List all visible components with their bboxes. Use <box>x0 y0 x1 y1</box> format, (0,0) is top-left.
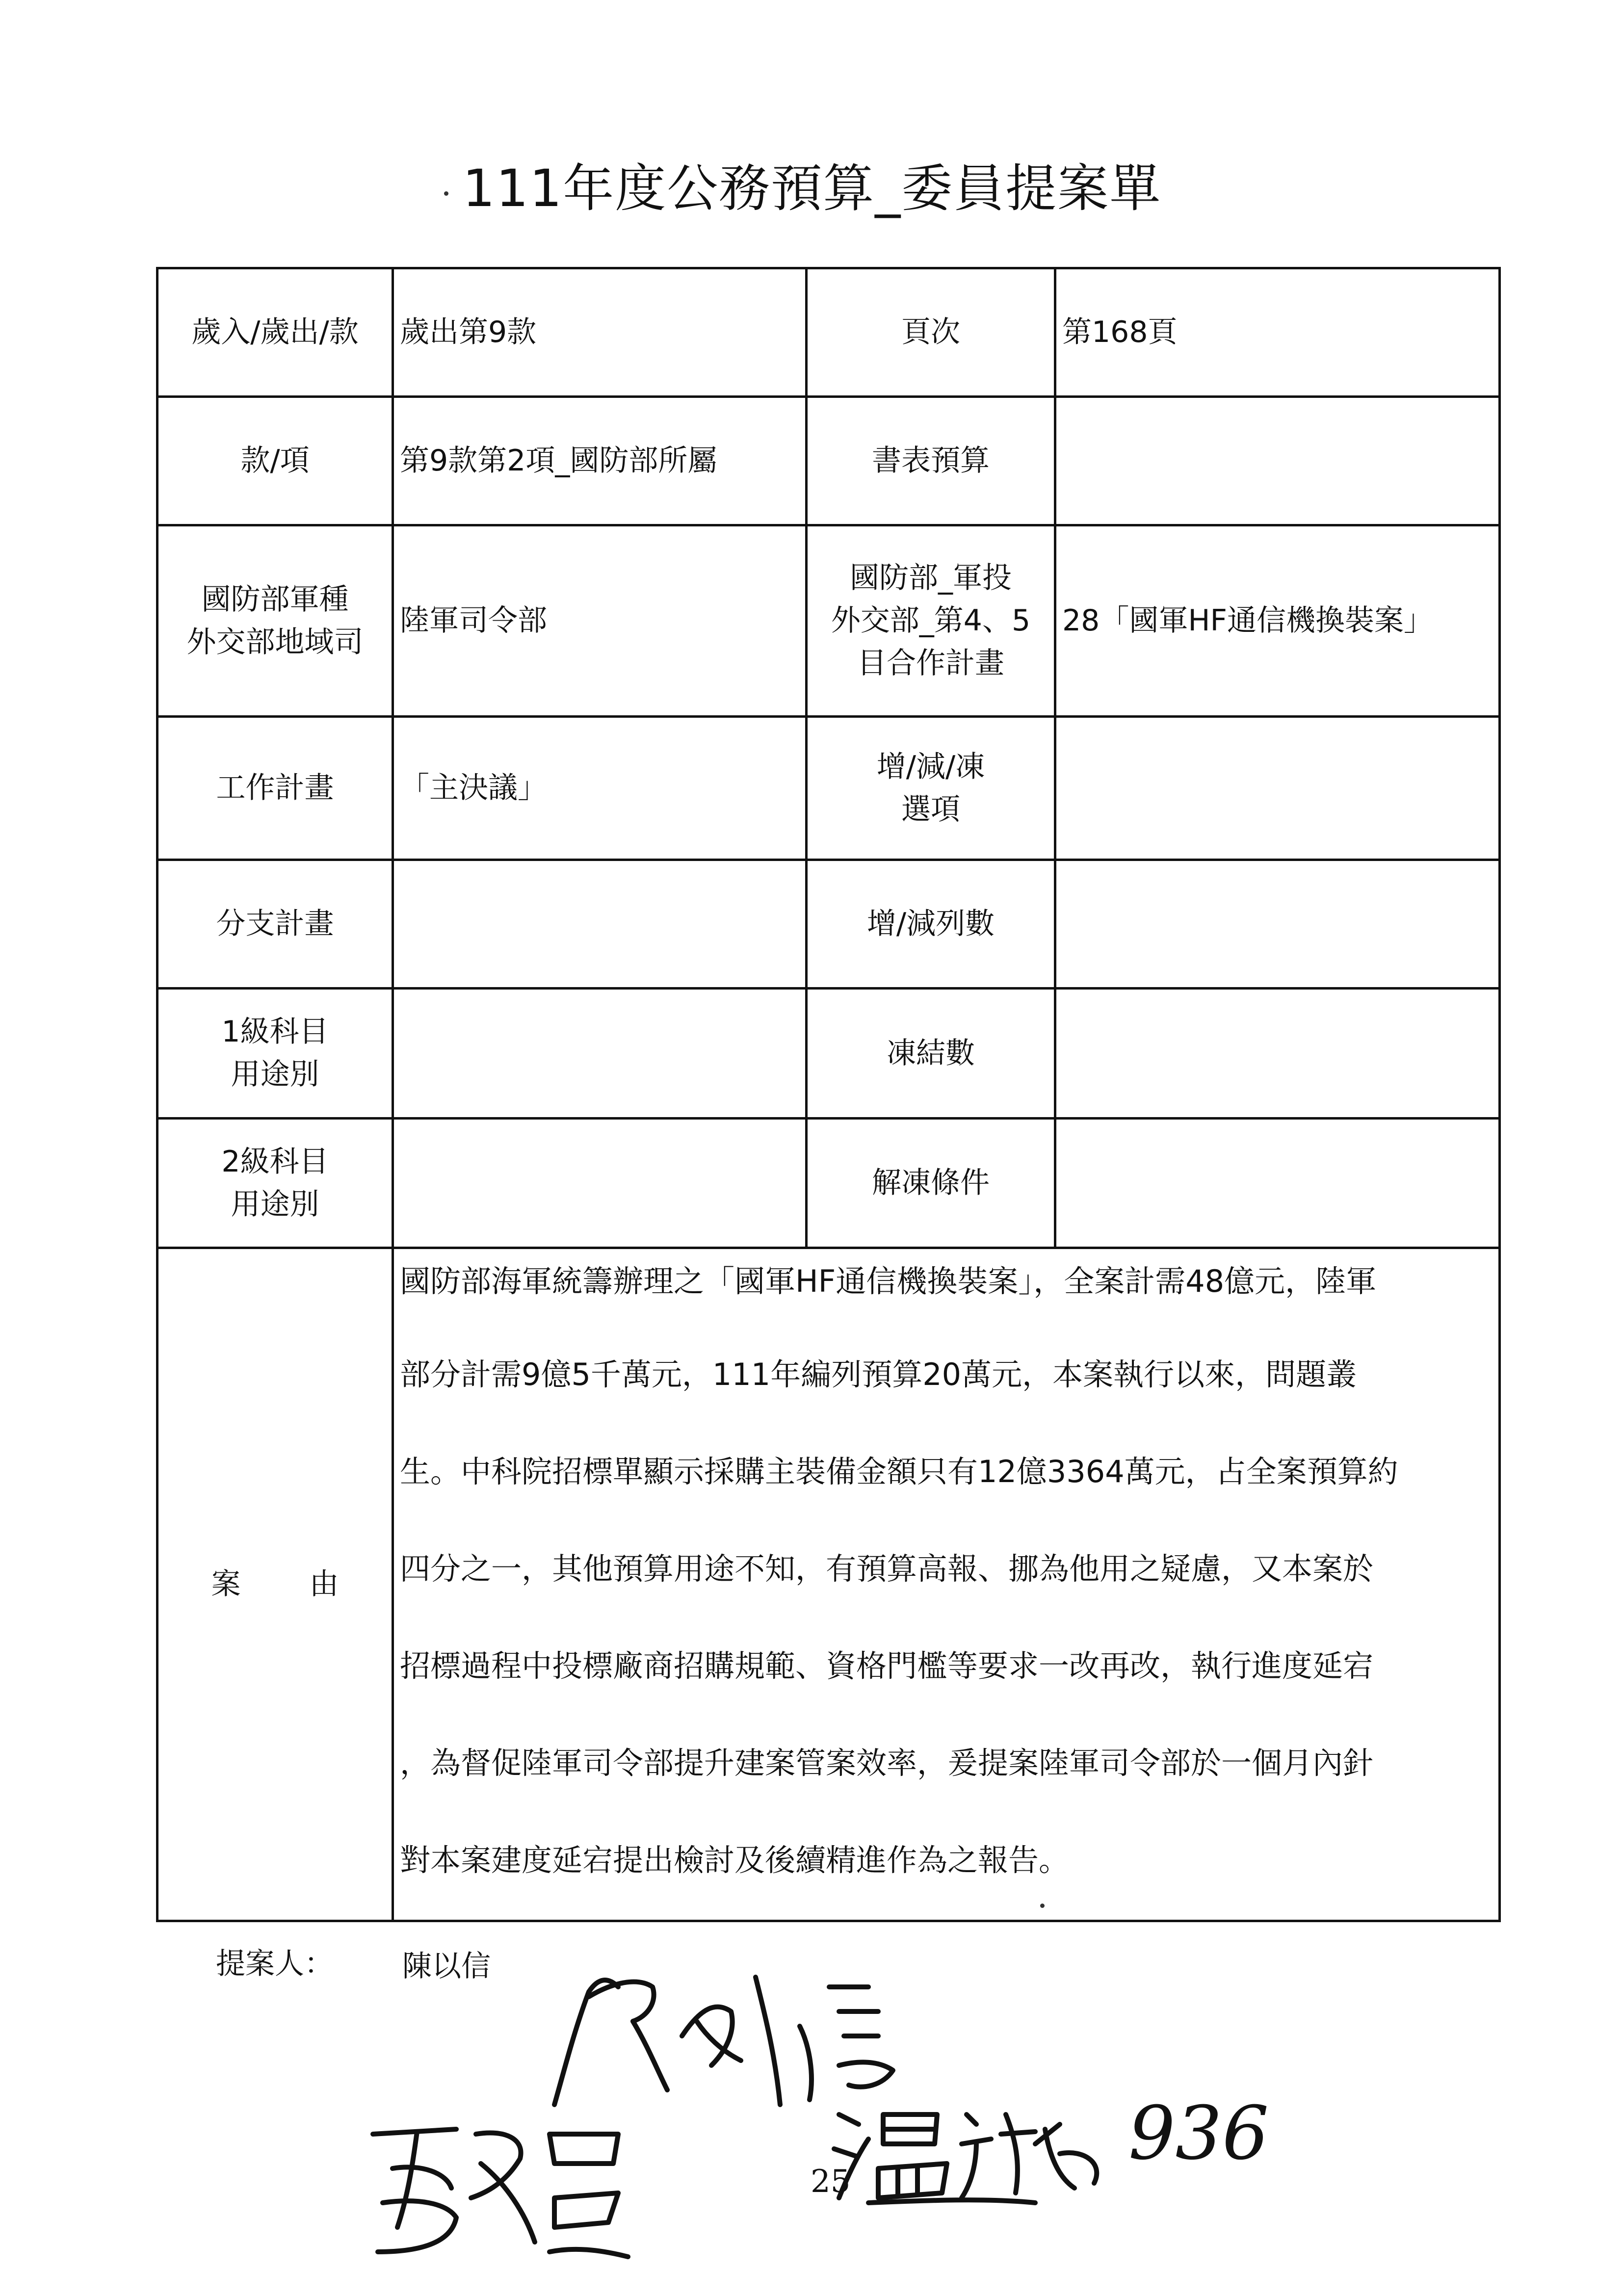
form-row <box>157 1119 1500 1248</box>
reason-line: 招標過程中投標廠商招購規範、資格門檻等要求一改再改，執行進度延宕 <box>400 1648 1374 1684</box>
field-label: 凍結數 <box>807 989 1055 1119</box>
handwritten-number-text: 936 <box>1128 2091 1269 2176</box>
reason-label-char: 案 <box>211 1567 241 1601</box>
field-label <box>157 1119 393 1248</box>
field-label-line: 用途別 <box>231 1057 319 1092</box>
field-label-line: 1級科目 <box>221 1015 329 1049</box>
field-label-line: 外交部_第4、5 <box>831 603 1031 638</box>
page-title: 111年度公務預算_委員提案單 <box>462 158 1162 218</box>
field-value <box>1055 397 1500 525</box>
field-label-line: 選項 <box>901 792 960 827</box>
page-number: 25 <box>811 2164 851 2200</box>
reason-text <box>393 1248 1500 1921</box>
reason-line: 部分計需9億5千萬元，111年編列預算20萬元，本案執行以來，問題叢 <box>400 1357 1357 1392</box>
field-label <box>157 525 393 717</box>
field-label: 分支計畫 <box>157 860 393 989</box>
field-value: 「主決議」 <box>393 717 807 860</box>
field-value: 第168頁 <box>1055 268 1500 397</box>
form-row <box>157 717 1500 860</box>
field-label-line: 目合作計畫 <box>857 646 1004 680</box>
field-value <box>1055 1119 1500 1248</box>
field-value: 歲出第9款 <box>393 268 807 397</box>
reason-label-char: 由 <box>309 1567 339 1601</box>
field-value <box>393 1119 807 1248</box>
field-value: 陸軍司令部 <box>393 525 807 717</box>
field-label-line: 增/減/凍 <box>876 749 985 784</box>
field-label-line: 用途別 <box>231 1187 319 1222</box>
reason-label <box>157 1248 393 1921</box>
form-row <box>157 268 1500 397</box>
stray-mark <box>444 191 448 196</box>
field-value: 第9款第2項_國防部所屬 <box>393 397 807 525</box>
field-label: 解凍條件 <box>807 1119 1055 1248</box>
proposer-name: 陳以信 <box>402 1949 491 1983</box>
field-value <box>393 860 807 989</box>
reason-row <box>157 1248 1500 1921</box>
handwritten-signature-number <box>1124 2090 1290 2178</box>
proposer-label: 提案人： <box>216 1947 334 1981</box>
field-value <box>1055 989 1500 1119</box>
field-value: 28「國軍HF通信機換裝案」 <box>1055 525 1500 717</box>
field-label <box>157 989 393 1119</box>
field-label: 款/項 <box>157 397 393 525</box>
form-row <box>157 989 1500 1119</box>
field-value <box>1055 717 1500 860</box>
field-label-line: 國防部軍種 <box>201 582 349 617</box>
field-label: 歲入/歲出/款 <box>157 268 393 397</box>
reason-line: 國防部海軍統籌辦理之「國軍HF通信機換裝案」，全案計需48億元，陸軍 <box>400 1263 1377 1299</box>
form-row <box>157 397 1500 525</box>
field-label: 增/減列數 <box>807 860 1055 989</box>
reason-line: 對本案建度延宕提出檢討及後續精進作為之報告。 <box>400 1842 1070 1878</box>
reason-line: 生。中科院招標單顯示採購主裝備金額只有12億3364萬元，占全案預算約 <box>400 1454 1398 1489</box>
field-label <box>807 525 1055 717</box>
field-label-line: 國防部_軍投 <box>850 561 1012 595</box>
form-row <box>157 525 1500 717</box>
stray-mark <box>1040 1904 1045 1908</box>
reason-line: ，為督促陸軍司令部提升建案管案效率，爰提案陸軍司令部於一個月內針 <box>400 1745 1374 1781</box>
field-label-line: 2級科目 <box>221 1144 329 1179</box>
handwritten-signature-2 <box>363 2105 638 2267</box>
reason-line: 四分之一，其他預算用途不知，有預算高報、挪為他用之疑慮，又本案於 <box>400 1551 1374 1587</box>
field-label: 書表預算 <box>807 397 1055 525</box>
field-label-line: 外交部地域司 <box>186 625 364 659</box>
field-label: 工作計畫 <box>157 717 393 860</box>
proposal-form-table <box>156 267 1501 1922</box>
handwritten-signature-3 <box>829 2095 1143 2208</box>
form-row <box>157 860 1500 989</box>
field-label <box>807 717 1055 860</box>
field-label: 頁次 <box>807 268 1055 397</box>
field-value <box>393 989 807 1119</box>
field-value <box>1055 860 1500 989</box>
